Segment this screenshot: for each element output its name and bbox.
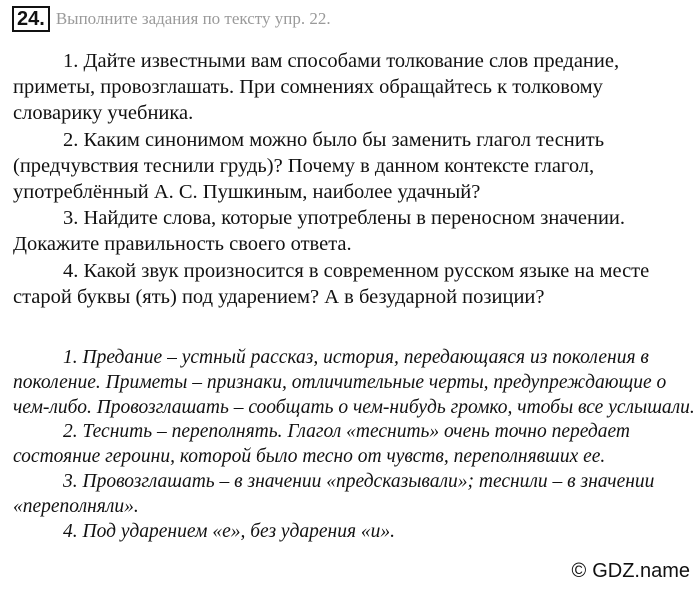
answers-block [13,346,697,544]
exercise-instruction: Выполните задания по тексту упр. 22. [55,9,331,28]
watermark-text: GDZ.name [592,560,690,582]
question-3: 3. Найдите слова, которые употреблены в переносном значении. Докажите правильность своего ответа. [13,207,626,256]
question-4: 4. Какой звук произносится в современном русском языке на месте старой буквы (ять) под ударением? А в безударной позиции? [13,259,650,308]
watermark [571,560,690,583]
answer-2: 2. Теснить – переполнять. Глагол «теснить» очень точно передает состояние героини, которой было тесно от чувств, переполнявших ее. [13,421,631,468]
copyright-icon: © [571,560,587,582]
answer-3: 3. Провозглашать – в значении «предсказывали»; теснили – в значении «переполняли». [13,470,655,517]
answer-1: 1. Предание – устный рассказ, история, передающаяся из поколения в поколение. Приметы – признаки, отличительные черты, предупреждающие о чем-либо. Провозглашать – сообщать о чем-нибудь громко, чтобы все услышали. [13,347,695,418]
questions-block [13,48,693,310]
question-2: 2. Каким синонимом можно было бы заменить глагол теснить (предчувствия теснили грудь)? Почему в данном контексте глагол, употреблённый А. С. Пушкиным, наиболее удачный? [13,128,605,204]
answer-4: 4. Под ударением «е», без ударения «и». [63,520,396,542]
question-1: 1. Дайте известными вам способами толкование слов предание, приметы, провозглашать. При сомнениях обращайтесь к толковому словарику учебника. [13,50,620,125]
exercise-number: 24. [12,6,50,32]
exercise-header [12,6,331,32]
